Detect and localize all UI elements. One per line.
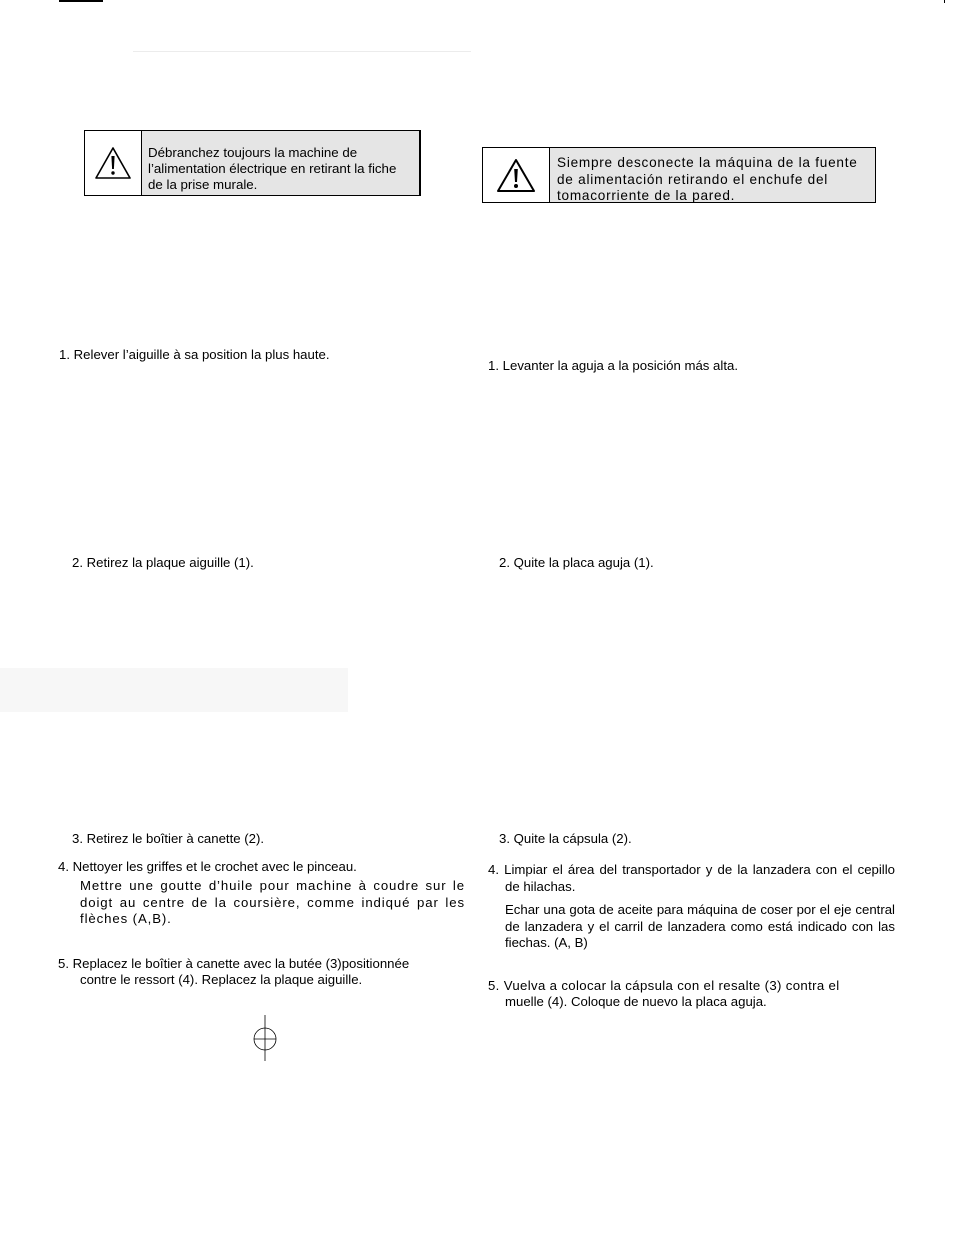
registration-crosshair-icon (250, 1015, 280, 1061)
warning-box-es (482, 147, 876, 203)
fr-step-4-body: Mettre une goutte d’huile pour machine à coudre sur le doigt au centre de la coursière, comme indiqué par les flèches (A,B). (80, 878, 465, 926)
es-step-3: 3. Quite la cápsula (2). (499, 831, 632, 846)
gray-band (0, 668, 348, 712)
fr-step-5-line2: contre le ressort (4). Replacez la plaque aiguille. (80, 972, 363, 987)
fr-step-1: 1. Relever l’aiguille à sa position la plus haute. (59, 347, 330, 362)
warning-triangle-icon (85, 131, 142, 195)
fr-step-3: 3. Retirez le boîtier à canette (2). (72, 831, 265, 846)
es-step-1: 1. Levanter la aguja a la posición más alta. (488, 358, 738, 373)
warning-text-fr: Débranchez toujours la machine de l’alimentation électrique en retirant la fiche de la prise murale. (142, 131, 419, 195)
top-mark (59, 0, 103, 2)
es-step-4-title: 4. Limpiar el área del transportador y de la lanzadera con el cepillo de hilachas. (488, 862, 895, 894)
corner-tick (944, 0, 945, 3)
warning-text-es: Siempre desconecte la máquina de la fuente de alimentación retirando el enchufe del tomacorriente de la pared. (550, 148, 875, 202)
es-step-5-line2: muelle (4). Coloque de nuevo la placa aguja. (505, 994, 767, 1009)
es-step-5-line1: 5. Vuelva a colocar la cápsula con el resalte (3) contra el (488, 978, 840, 993)
warning-triangle-icon (483, 148, 550, 202)
fr-step-5-line1: 5. Replacez le boîtier à canette avec la butée (3)positionnée (58, 956, 410, 971)
header-rule (133, 51, 471, 52)
es-step-2: 2. Quite la placa aguja (1). (499, 555, 654, 570)
fr-step-4-title: 4. Nettoyer les griffes et le crochet avec le pinceau. (58, 859, 357, 874)
fr-step-2: 2. Retirez la plaque aiguille (1). (72, 555, 254, 570)
es-step-4-body: Echar una gota de aceite para máquina de coser por el eje central de lanzadera y el carril de lanzadera como está indicado con las fiechas. (A, B) (505, 902, 895, 950)
warning-box-fr (84, 130, 421, 196)
